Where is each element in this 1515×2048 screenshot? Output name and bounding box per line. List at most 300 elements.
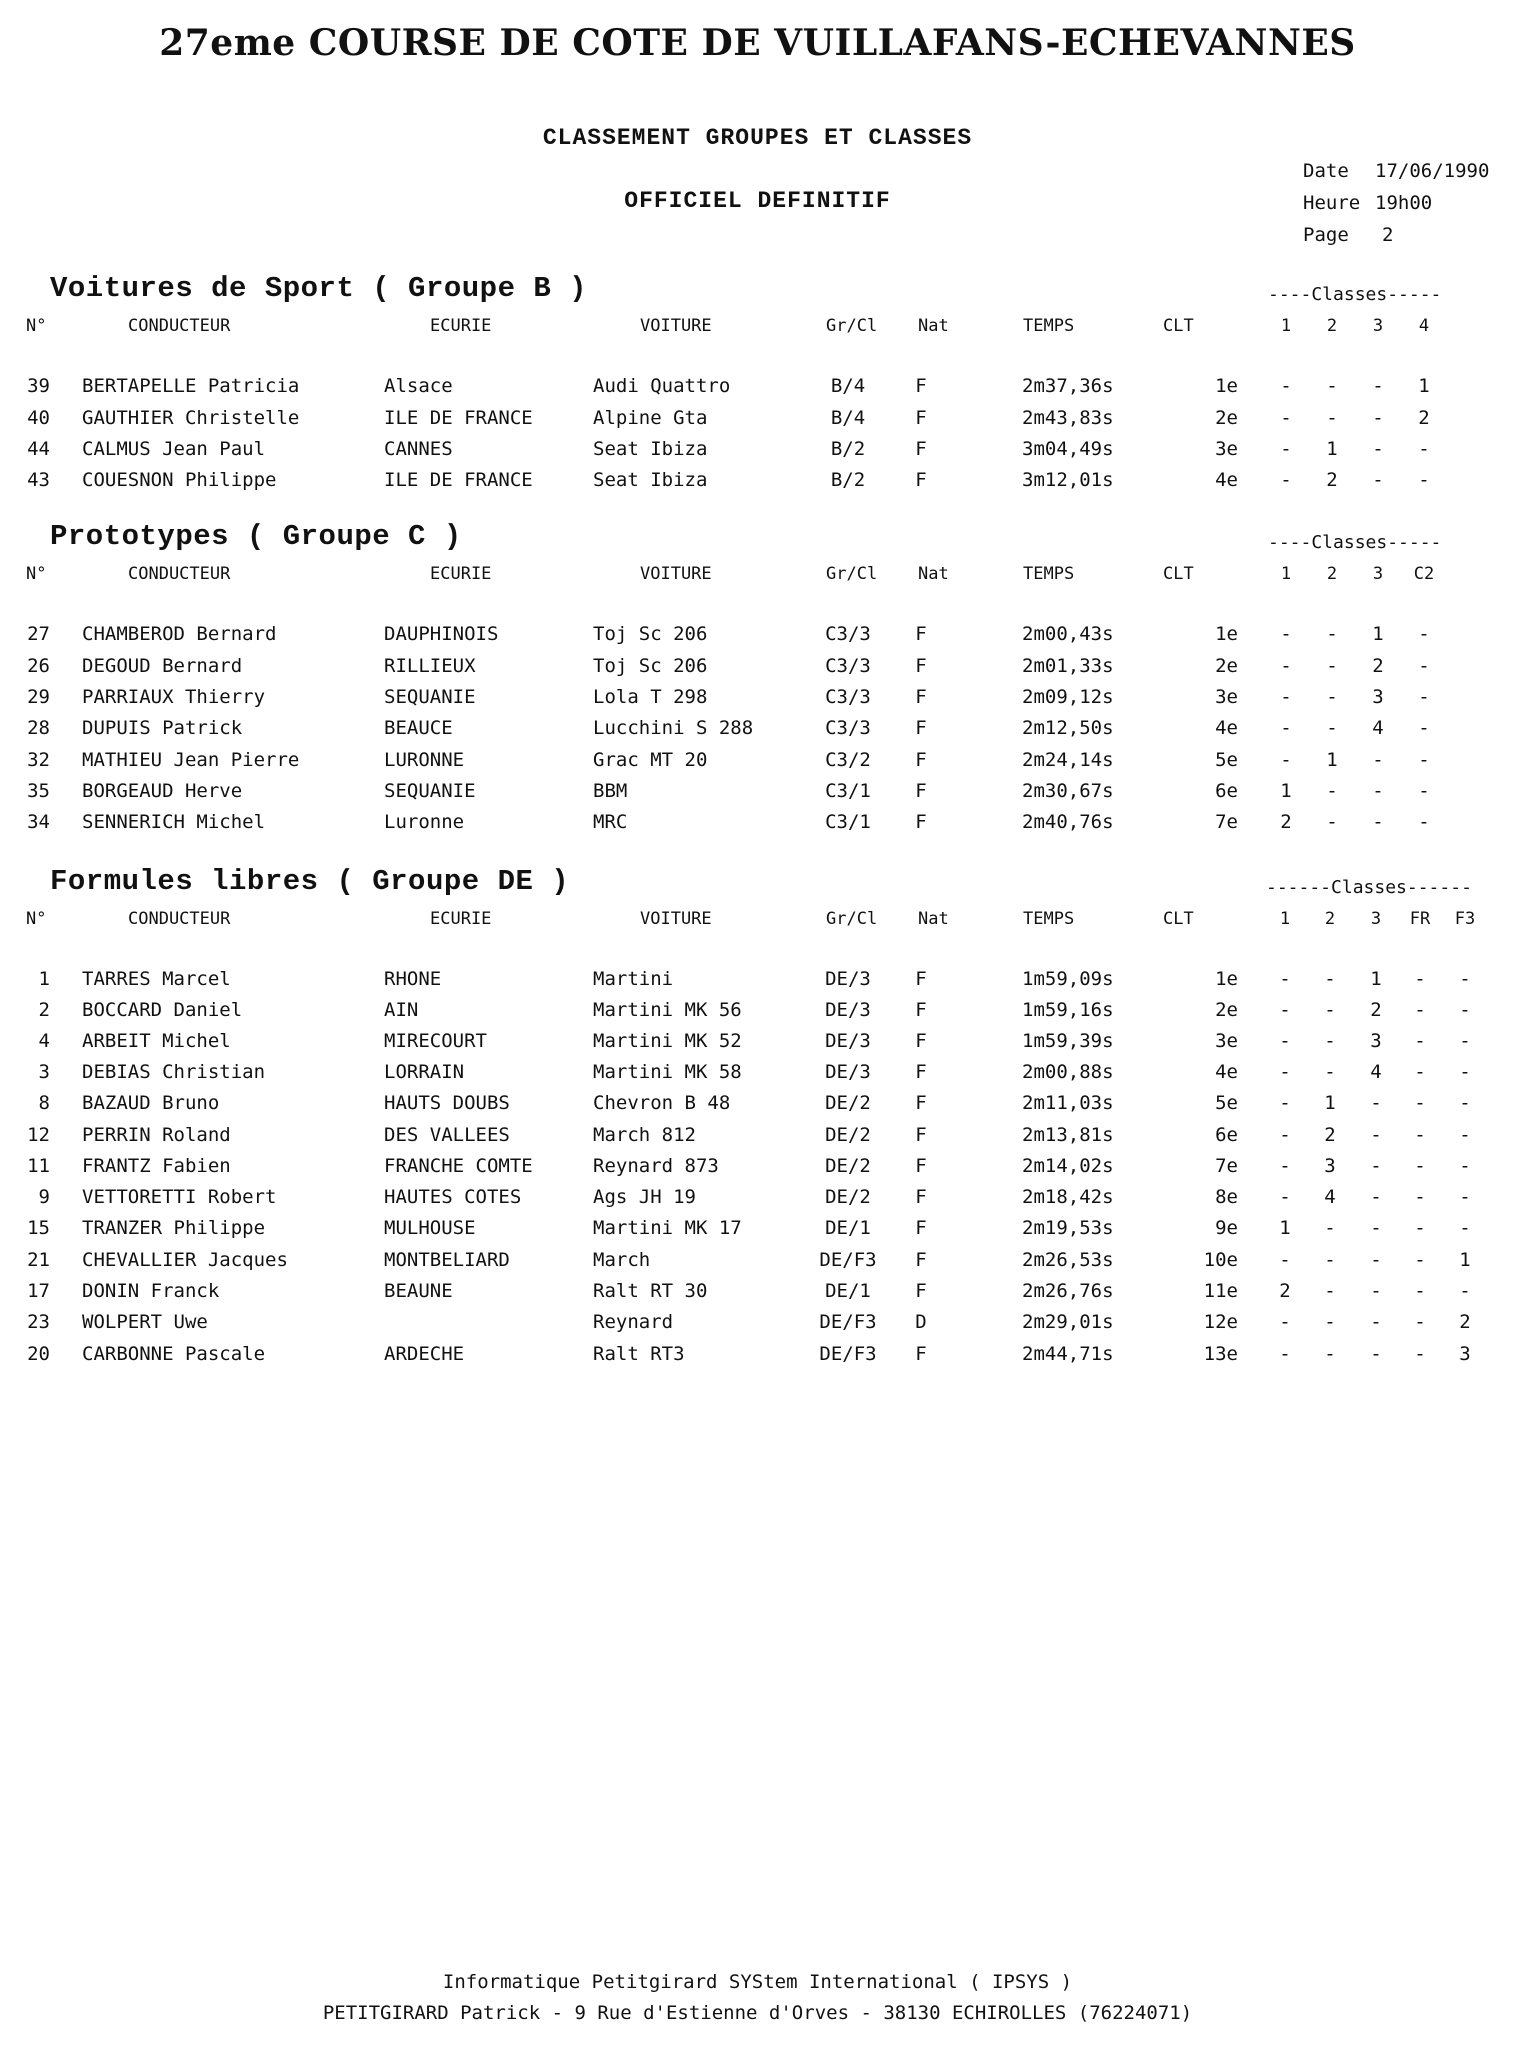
cell-class-2: -	[1326, 407, 1338, 429]
cell-class-4: -	[1418, 811, 1430, 833]
cell-class-2: 4	[1324, 1186, 1336, 1208]
cell-grcl: DE/1	[825, 1280, 871, 1302]
cell-num: 35	[27, 780, 50, 802]
cell-class-3: -	[1372, 780, 1384, 802]
cell-class-4: -	[1414, 1217, 1426, 1239]
cell-nat: F	[915, 968, 927, 990]
cell-car: Martini MK 52	[593, 1030, 742, 1052]
cell-class-4: -	[1414, 1155, 1426, 1177]
header-driver: CONDUCTEUR	[128, 564, 231, 584]
cell-nat: F	[915, 1092, 927, 1114]
cell-num: 21	[27, 1249, 50, 1271]
cell-rank: 1e	[1215, 375, 1238, 397]
cell-class-3: 4	[1370, 1061, 1382, 1083]
cell-driver: CALMUS Jean Paul	[82, 438, 266, 460]
header-time: TEMPS	[1023, 564, 1075, 584]
cell-team: MIRECOURT	[384, 1030, 487, 1052]
cell-class-2: -	[1324, 1030, 1336, 1052]
cell-class-1: 2	[1279, 1280, 1291, 1302]
cell-num: 29	[27, 686, 50, 708]
cell-nat: F	[915, 1155, 927, 1177]
cell-driver: CARBONNE Pascale	[82, 1343, 266, 1365]
cell-driver: GAUTHIER Christelle	[82, 407, 300, 429]
cell-nat: F	[915, 1217, 927, 1239]
header-car: VOITURE	[640, 564, 712, 584]
header-class-1: 1	[1280, 564, 1292, 584]
cell-class-1: -	[1280, 469, 1292, 491]
cell-team: ILE DE FRANCE	[384, 469, 533, 491]
cell-num: 27	[27, 623, 50, 645]
cell-class-2: -	[1324, 1061, 1336, 1083]
cell-team: SEQUANIE	[384, 686, 476, 708]
cell-class-1: 1	[1280, 780, 1292, 802]
cell-car: Reynard	[593, 1311, 674, 1333]
header-nat: Nat	[918, 564, 949, 584]
cell-car: Martini MK 58	[593, 1061, 742, 1083]
header-class-2: 2	[1326, 316, 1338, 336]
cell-car: March	[593, 1249, 651, 1271]
cell-class-2: 2	[1324, 1124, 1336, 1146]
cell-grcl: DE/F3	[819, 1249, 877, 1271]
cell-time: 3m12,01s	[1022, 469, 1114, 491]
cell-team: ILE DE FRANCE	[384, 407, 533, 429]
cell-rank: 3e	[1215, 1030, 1238, 1052]
cell-driver: TRANZER Philippe	[82, 1217, 266, 1239]
cell-time: 2m01,33s	[1022, 655, 1114, 677]
cell-class-1: -	[1280, 623, 1292, 645]
header-class-3: 3	[1372, 316, 1384, 336]
cell-grcl: DE/F3	[819, 1343, 877, 1365]
header-time: TEMPS	[1023, 909, 1075, 929]
cell-team: RILLIEUX	[384, 655, 476, 677]
cell-class-4: -	[1414, 1030, 1426, 1052]
cell-class-5: -	[1459, 1186, 1471, 1208]
cell-nat: F	[915, 655, 927, 677]
cell-grcl: DE/2	[825, 1124, 871, 1146]
cell-class-5: 2	[1459, 1311, 1471, 1333]
cell-nat: F	[915, 623, 927, 645]
cell-time: 2m09,12s	[1022, 686, 1114, 708]
cell-nat: F	[915, 438, 927, 460]
cell-time: 2m00,88s	[1022, 1061, 1114, 1083]
cell-team: SEQUANIE	[384, 780, 476, 802]
cell-time: 2m19,53s	[1022, 1217, 1114, 1239]
cell-class-4: -	[1418, 780, 1430, 802]
cell-nat: F	[915, 469, 927, 491]
cell-car: Martini MK 56	[593, 999, 742, 1021]
cell-rank: 1e	[1215, 968, 1238, 990]
cell-car: BBM	[593, 780, 628, 802]
cell-class-1: -	[1279, 999, 1291, 1021]
header-class-3: 3	[1372, 564, 1384, 584]
cell-class-5: -	[1459, 1280, 1471, 1302]
cell-nat: F	[915, 1343, 927, 1365]
cell-car: Toj Sc 206	[593, 655, 708, 677]
cell-num: 23	[27, 1311, 50, 1333]
cell-grcl: B/4	[830, 375, 866, 397]
cell-nat: F	[915, 686, 927, 708]
cell-class-4: -	[1418, 717, 1430, 739]
cell-class-3: -	[1370, 1124, 1382, 1146]
cell-team: Alsace	[384, 375, 453, 397]
classes-banner: ------Classes------	[1266, 877, 1472, 898]
cell-driver: VETTORETTI Robert	[82, 1186, 277, 1208]
cell-class-2: 3	[1324, 1155, 1336, 1177]
cell-num: 34	[27, 811, 50, 833]
cell-class-1: -	[1279, 1343, 1291, 1365]
cell-grcl: DE/2	[825, 1186, 871, 1208]
cell-rank: 2e	[1215, 407, 1238, 429]
section-title: Prototypes ( Groupe C )	[50, 520, 462, 553]
cell-class-2: -	[1326, 655, 1338, 677]
cell-num: 26	[27, 655, 50, 677]
cell-class-3: -	[1370, 1186, 1382, 1208]
cell-class-1: 1	[1279, 1217, 1291, 1239]
cell-class-2: -	[1326, 686, 1338, 708]
cell-class-3: 2	[1370, 999, 1382, 1021]
cell-class-4: -	[1418, 749, 1430, 771]
cell-grcl: DE/3	[825, 1030, 871, 1052]
cell-class-4: -	[1414, 1280, 1426, 1302]
cell-time: 2m24,14s	[1022, 749, 1114, 771]
cell-class-3: -	[1370, 1217, 1382, 1239]
cell-grcl: DE/F3	[819, 1311, 877, 1333]
cell-time: 2m40,76s	[1022, 811, 1114, 833]
cell-team: Luronne	[384, 811, 465, 833]
cell-class-3: 3	[1370, 1030, 1382, 1052]
cell-team: AIN	[384, 999, 419, 1021]
cell-num: 8	[38, 1092, 50, 1114]
cell-driver: WOLPERT Uwe	[82, 1311, 208, 1333]
cell-class-3: -	[1370, 1249, 1382, 1271]
cell-class-1: -	[1280, 438, 1292, 460]
cell-nat: F	[915, 811, 927, 833]
header-car: VOITURE	[640, 909, 712, 929]
cell-rank: 11e	[1203, 1280, 1238, 1302]
cell-team: LURONNE	[384, 749, 465, 771]
cell-car: Chevron B 48	[593, 1092, 731, 1114]
cell-num: 17	[27, 1280, 50, 1302]
cell-rank: 6e	[1215, 1124, 1238, 1146]
cell-class-2: 1	[1324, 1092, 1336, 1114]
cell-team: MONTBELIARD	[384, 1249, 510, 1271]
cell-nat: F	[915, 1186, 927, 1208]
cell-class-1: -	[1279, 1124, 1291, 1146]
cell-class-4: -	[1418, 623, 1430, 645]
cell-class-2: 2	[1326, 469, 1338, 491]
cell-class-5: -	[1459, 999, 1471, 1021]
cell-class-5: -	[1459, 968, 1471, 990]
header-driver: CONDUCTEUR	[128, 316, 231, 336]
cell-class-3: -	[1370, 1092, 1382, 1114]
cell-class-1: -	[1279, 968, 1291, 990]
cell-class-3: -	[1372, 811, 1384, 833]
cell-class-4: -	[1418, 686, 1430, 708]
cell-driver: TARRES Marcel	[82, 968, 231, 990]
cell-team: CANNES	[384, 438, 453, 460]
cell-class-3: -	[1370, 1280, 1382, 1302]
cell-grcl: C3/1	[825, 780, 871, 802]
cell-driver: DONIN Franck	[82, 1280, 220, 1302]
header-num: N°	[26, 316, 47, 336]
header-class-2: 2	[1326, 564, 1338, 584]
cell-team: RHONE	[384, 968, 442, 990]
cell-nat: F	[915, 1061, 927, 1083]
cell-class-2: 1	[1326, 749, 1338, 771]
cell-class-3: 1	[1370, 968, 1382, 990]
cell-class-4: -	[1414, 999, 1426, 1021]
cell-time: 2m00,43s	[1022, 623, 1114, 645]
cell-rank: 12e	[1203, 1311, 1238, 1333]
cell-time: 3m04,49s	[1022, 438, 1114, 460]
cell-class-3: -	[1370, 1311, 1382, 1333]
cell-class-5: -	[1459, 1155, 1471, 1177]
header-class-1: 1	[1280, 316, 1292, 336]
cell-rank: 6e	[1215, 780, 1238, 802]
cell-class-4: -	[1414, 968, 1426, 990]
cell-rank: 4e	[1215, 1061, 1238, 1083]
cell-class-1: -	[1280, 407, 1292, 429]
header-class-5: F3	[1454, 909, 1476, 929]
cell-car: MRC	[593, 811, 628, 833]
cell-num: 12	[27, 1124, 50, 1146]
cell-class-1: -	[1279, 1311, 1291, 1333]
cell-num: 9	[38, 1186, 50, 1208]
cell-rank: 2e	[1215, 655, 1238, 677]
cell-driver: FRANTZ Fabien	[82, 1155, 231, 1177]
cell-class-2: -	[1324, 1217, 1336, 1239]
cell-class-4: -	[1414, 1061, 1426, 1083]
cell-class-4: -	[1414, 1311, 1426, 1333]
cell-num: 2	[38, 999, 50, 1021]
header-class-4: C2	[1413, 564, 1435, 584]
cell-rank: 1e	[1215, 623, 1238, 645]
cell-time: 2m12,50s	[1022, 717, 1114, 739]
cell-num: 44	[27, 438, 50, 460]
header-class-3: 3	[1370, 909, 1382, 929]
cell-time: 2m30,67s	[1022, 780, 1114, 802]
cell-num: 20	[27, 1343, 50, 1365]
cell-class-3: 2	[1372, 655, 1384, 677]
header-rank: CLT	[1163, 909, 1194, 929]
classes-banner: ----Classes-----	[1268, 532, 1442, 553]
cell-time: 2m44,71s	[1022, 1343, 1114, 1365]
cell-nat: F	[915, 1124, 927, 1146]
cell-time: 2m18,42s	[1022, 1186, 1114, 1208]
cell-class-2: 1	[1326, 438, 1338, 460]
cell-num: 4	[38, 1030, 50, 1052]
cell-grcl: C3/3	[825, 655, 871, 677]
cell-time: 1m59,16s	[1022, 999, 1114, 1021]
cell-class-1: -	[1279, 1092, 1291, 1114]
cell-car: Seat Ibiza	[593, 438, 708, 460]
cell-class-3: 1	[1372, 623, 1384, 645]
cell-class-1: -	[1279, 1249, 1291, 1271]
cell-car: Seat Ibiza	[593, 469, 708, 491]
cell-grcl: DE/3	[825, 999, 871, 1021]
header-team: ECURIE	[430, 564, 492, 584]
time-label: Heure	[1303, 192, 1361, 214]
time-value: 19h00	[1375, 192, 1433, 214]
cell-class-1: -	[1279, 1155, 1291, 1177]
cell-class-2: -	[1324, 968, 1336, 990]
date-label: Date	[1303, 160, 1349, 182]
cell-rank: 3e	[1215, 438, 1238, 460]
cell-team: ARDECHE	[384, 1343, 465, 1365]
cell-class-4: -	[1414, 1124, 1426, 1146]
cell-driver: SENNERICH Michel	[82, 811, 266, 833]
report-status: OFFICIEL DEFINITIF	[624, 188, 891, 214]
cell-car: Reynard 873	[593, 1155, 719, 1177]
cell-team: FRANCHE COMTE	[384, 1155, 533, 1177]
cell-grcl: DE/2	[825, 1155, 871, 1177]
cell-car: Martini MK 17	[593, 1217, 742, 1239]
cell-time: 2m37,36s	[1022, 375, 1114, 397]
cell-driver: CHEVALLIER Jacques	[82, 1249, 288, 1271]
cell-nat: F	[915, 717, 927, 739]
cell-class-1: -	[1280, 749, 1292, 771]
cell-car: Grac MT 20	[593, 749, 708, 771]
cell-nat: F	[915, 375, 927, 397]
cell-grcl: C3/3	[825, 623, 871, 645]
cell-nat: F	[915, 1280, 927, 1302]
cell-rank: 8e	[1215, 1186, 1238, 1208]
cell-num: 11	[27, 1155, 50, 1177]
cell-class-4: -	[1414, 1186, 1426, 1208]
cell-team: HAUTS DOUBS	[384, 1092, 510, 1114]
cell-driver: CHAMBEROD Bernard	[82, 623, 277, 645]
cell-class-5: -	[1459, 1030, 1471, 1052]
cell-rank: 4e	[1215, 469, 1238, 491]
cell-car: Lola T 298	[593, 686, 708, 708]
cell-team: DAUPHINOIS	[384, 623, 499, 645]
cell-class-3: -	[1370, 1155, 1382, 1177]
header-car: VOITURE	[640, 316, 712, 336]
cell-grcl: B/2	[830, 438, 866, 460]
cell-class-2: -	[1324, 1343, 1336, 1365]
cell-rank: 10e	[1203, 1249, 1238, 1271]
cell-car: Ralt RT3	[593, 1343, 685, 1365]
cell-class-4: -	[1418, 469, 1430, 491]
cell-class-3: -	[1372, 469, 1384, 491]
header-rank: CLT	[1163, 564, 1194, 584]
cell-rank: 3e	[1215, 686, 1238, 708]
cell-time: 2m43,83s	[1022, 407, 1114, 429]
cell-class-1: -	[1279, 1030, 1291, 1052]
report-subtitle: CLASSEMENT GROUPES ET CLASSES	[542, 125, 973, 151]
cell-driver: PERRIN Roland	[82, 1124, 231, 1146]
cell-time: 2m26,76s	[1022, 1280, 1114, 1302]
cell-class-2: -	[1326, 717, 1338, 739]
cell-num: 3	[38, 1061, 50, 1083]
cell-grcl: B/4	[830, 407, 866, 429]
cell-time: 1m59,39s	[1022, 1030, 1114, 1052]
cell-class-1: -	[1280, 686, 1292, 708]
cell-class-3: -	[1372, 375, 1384, 397]
cell-car: Alpine Gta	[593, 407, 708, 429]
cell-class-1: -	[1280, 655, 1292, 677]
cell-driver: DEBIAS Christian	[82, 1061, 266, 1083]
cell-time: 2m11,03s	[1022, 1092, 1114, 1114]
cell-class-1: -	[1279, 1061, 1291, 1083]
cell-class-4: 1	[1418, 375, 1430, 397]
cell-grcl: C3/3	[825, 717, 871, 739]
cell-class-2: -	[1324, 1280, 1336, 1302]
header-class-4: FR	[1409, 909, 1431, 929]
cell-grcl: C3/2	[825, 749, 871, 771]
header-class-1: 1	[1279, 909, 1291, 929]
cell-class-1: 2	[1280, 811, 1292, 833]
cell-class-3: -	[1372, 407, 1384, 429]
cell-team: HAUTES COTES	[384, 1186, 522, 1208]
header-grcl: Gr/Cl	[826, 316, 878, 336]
cell-rank: 13e	[1203, 1343, 1238, 1365]
header-num: N°	[26, 909, 47, 929]
cell-rank: 2e	[1215, 999, 1238, 1021]
cell-grcl: DE/3	[825, 968, 871, 990]
cell-team: DES VALLEES	[384, 1124, 510, 1146]
header-num: N°	[26, 564, 47, 584]
cell-driver: COUESNON Philippe	[82, 469, 277, 491]
cell-rank: 5e	[1215, 749, 1238, 771]
cell-time: 2m26,53s	[1022, 1249, 1114, 1271]
cell-grcl: DE/1	[825, 1217, 871, 1239]
cell-team: BEAUNE	[384, 1280, 453, 1302]
page-title: 27eme COURSE DE COTE DE VUILLAFANS-ECHEVANNES	[159, 22, 1356, 64]
cell-class-5: -	[1459, 1092, 1471, 1114]
cell-class-2: -	[1324, 1249, 1336, 1271]
cell-nat: F	[915, 999, 927, 1021]
footer-company: Informatique Petitgirard SYStem International ( IPSYS )	[442, 1971, 1073, 1993]
cell-car: Ags JH 19	[593, 1186, 696, 1208]
cell-time: 2m13,81s	[1022, 1124, 1114, 1146]
cell-driver: BOCCARD Daniel	[82, 999, 243, 1021]
header-grcl: Gr/Cl	[826, 564, 878, 584]
cell-class-3: -	[1372, 438, 1384, 460]
cell-class-4: -	[1418, 438, 1430, 460]
cell-class-2: -	[1326, 623, 1338, 645]
cell-class-2: -	[1326, 375, 1338, 397]
cell-num: 1	[38, 968, 50, 990]
cell-num: 32	[27, 749, 50, 771]
header-class-2: 2	[1324, 909, 1336, 929]
cell-class-5: -	[1459, 1124, 1471, 1146]
cell-rank: 7e	[1215, 1155, 1238, 1177]
cell-class-2: -	[1326, 780, 1338, 802]
cell-nat: F	[915, 780, 927, 802]
cell-nat: F	[915, 749, 927, 771]
cell-nat: F	[915, 407, 927, 429]
cell-class-4: -	[1414, 1092, 1426, 1114]
cell-driver: DEGOUD Bernard	[82, 655, 243, 677]
cell-num: 40	[27, 407, 50, 429]
cell-car: March 812	[593, 1124, 696, 1146]
header-driver: CONDUCTEUR	[128, 909, 231, 929]
cell-class-5: 1	[1459, 1249, 1471, 1271]
cell-driver: DUPUIS Patrick	[82, 717, 243, 739]
cell-car: Ralt RT 30	[593, 1280, 708, 1302]
header-class-4: 4	[1418, 316, 1430, 336]
footer-address: PETITGIRARD Patrick - 9 Rue d'Estienne d'Orves - 38130 ECHIROLLES (76224071)	[322, 2002, 1193, 2024]
cell-class-5: 3	[1459, 1343, 1471, 1365]
cell-num: 28	[27, 717, 50, 739]
cell-grcl: C3/3	[825, 686, 871, 708]
cell-rank: 4e	[1215, 717, 1238, 739]
cell-class-2: -	[1324, 999, 1336, 1021]
cell-rank: 9e	[1215, 1217, 1238, 1239]
page-label: Page	[1303, 224, 1349, 246]
header-team: ECURIE	[430, 909, 492, 929]
